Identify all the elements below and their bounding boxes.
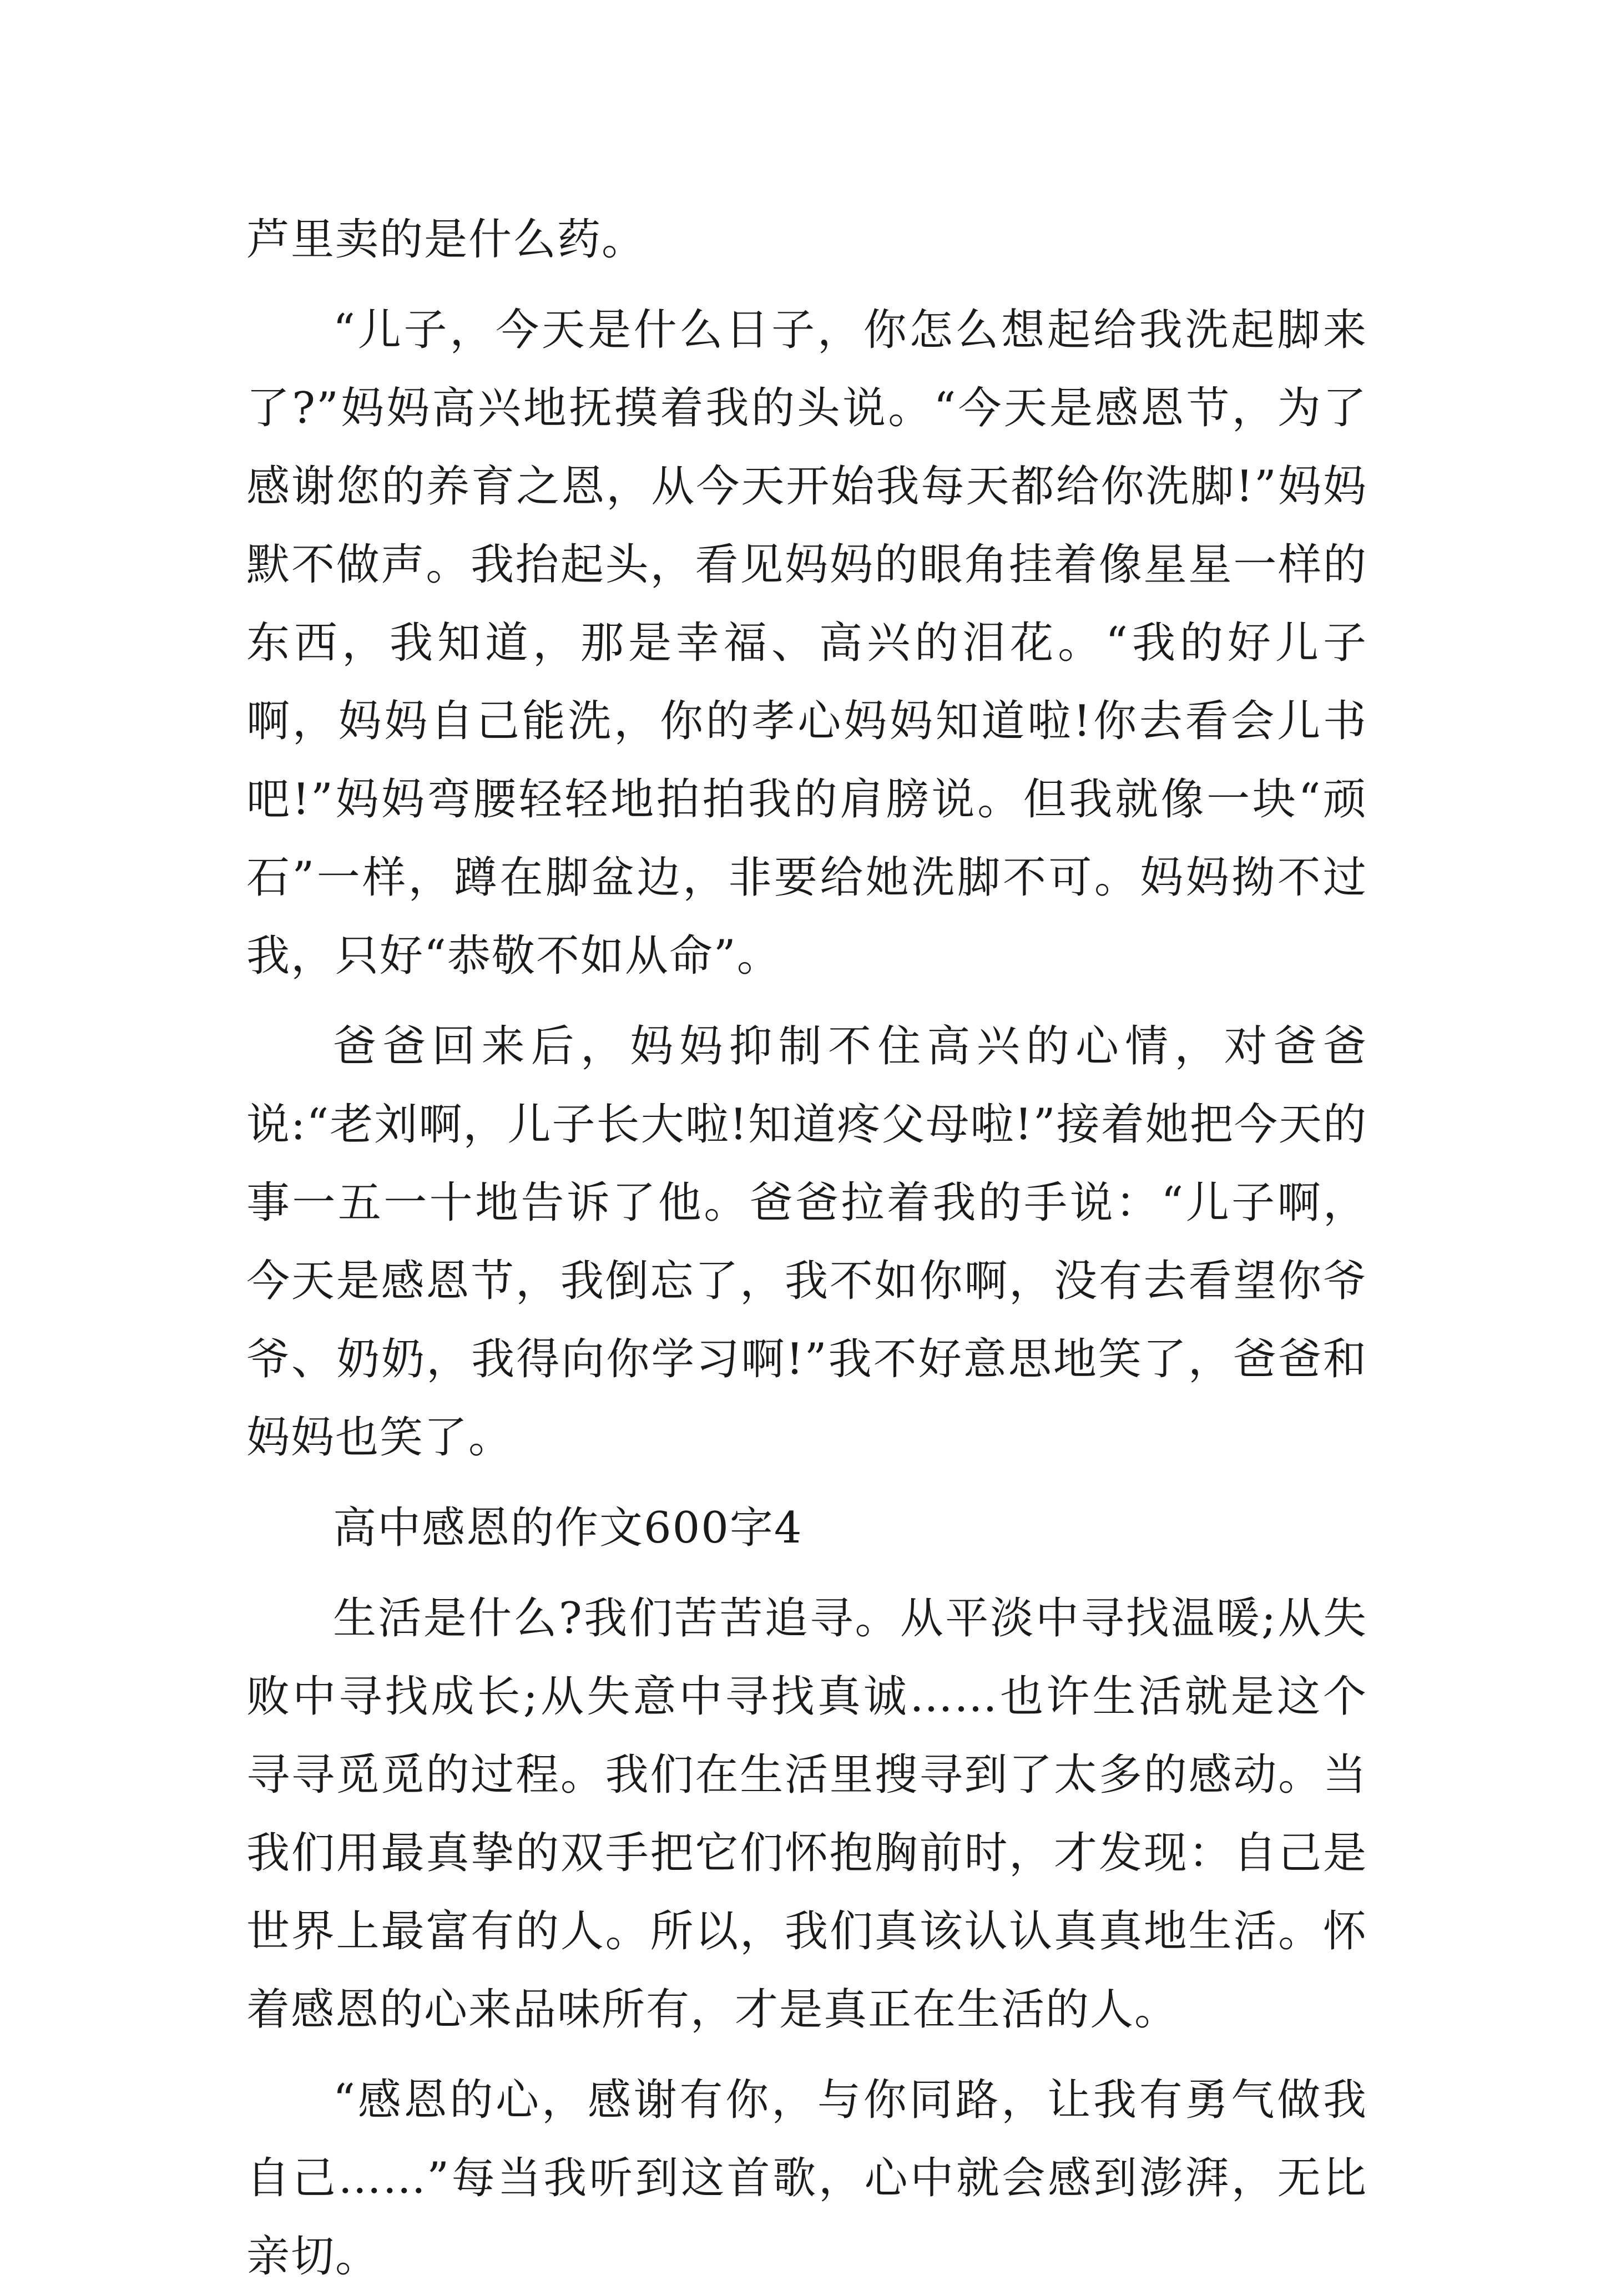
body-text [246, 201, 1367, 2296]
paragraph-what-is-life: 生活是什么?我们苦苦追寻。从平淡中寻找温暖;从失败中寻找成长;从失意中寻找真诚……也许生活就是这个寻寻觅觅的过程。我们在生活里搜寻到了太多的感动。当我们用最真挚的双手把它们怀抱胸前时，才发现：自己是世界上最富有的人。所以，我们真该认认真真地生活。怀着感恩的心来品味所有，才是真正在生活的人。 [246, 1594, 1367, 2035]
paragraph-grateful-heart-song: “感恩的心，感谢有你，与你同路，让我有勇气做我自己……”每当我听到这首歌，心中就会感到澎湃，无比亲切。 [246, 2075, 1367, 2282]
paragraph-continuation: 芦里卖的是什么药。 [246, 215, 647, 265]
paragraph-foot-washing: “儿子，今天是什么日子，你怎么想起给我洗起脚来了?”妈妈高兴地抚摸着我的头说。“今天是感恩节，为了感谢您的养育之恩，从今天开始我每天都给你洗脚!”妈妈默不做声。我抬起头，看见妈妈的眼角挂着像星星一样的东西，我知道，那是幸福、高兴的泪花。“我的好儿子啊，妈妈自己能洗，你的孝心妈妈知道啦!你去看会儿书吧!”妈妈弯腰轻轻地拍拍我的肩膀说。但我就像一块“顽石”一样，蹲在脚盆边，非要给她洗脚不可。妈妈拗不过我，只好“恭敬不如从命”。 [246, 305, 1367, 981]
paragraph-father-returns: 爸爸回来后，妈妈抑制不住高兴的心情，对爸爸说:“老刘啊，儿子长大啦!知道疼父母啦!”接着她把今天的事一五一十地告诉了他。爸爸拉着我的手说：“儿子啊，今天是感恩节，我倒忘了，我不如你啊，没有去看望你爷爷、奶奶，我得向你学习啊!”我不好意思地笑了，爸爸和妈妈也笑了。 [246, 1021, 1367, 1463]
essay-heading: 高中感恩的作文600字4 [333, 1503, 803, 1553]
